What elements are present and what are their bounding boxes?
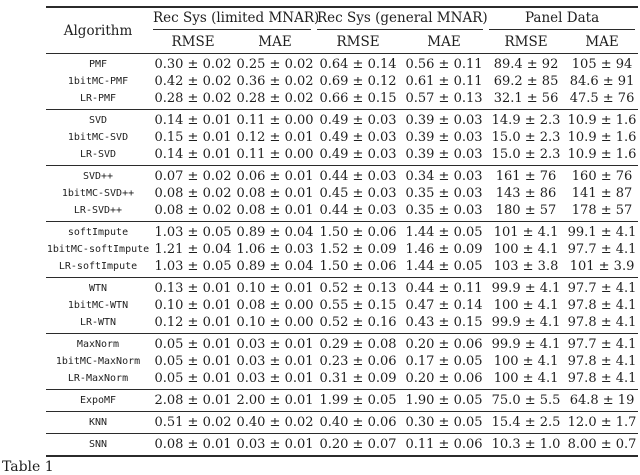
metric-value: 100 ± 4.1 xyxy=(493,242,559,257)
metric-value: 14.9 ± 2.3 xyxy=(491,113,561,128)
metric-value: 15.0 ± 2.3 xyxy=(491,147,561,162)
table-row xyxy=(46,297,638,314)
metric-value: 15.0 ± 2.3 xyxy=(491,130,561,145)
col-group-recsys-general-mnar xyxy=(314,7,486,30)
metric-value: 0.07 ± 0.02 xyxy=(154,169,232,184)
metric-value: 0.08 ± 0.01 xyxy=(236,186,314,201)
metric-value: 0.14 ± 0.01 xyxy=(154,113,232,128)
metric-value: 0.10 ± 0.01 xyxy=(154,298,232,313)
metric-value: 10.9 ± 1.6 xyxy=(567,147,637,162)
metric-value: 1.03 ± 0.05 xyxy=(154,259,232,274)
metric-header-0: RMSE xyxy=(171,33,215,50)
metric-value: 0.11 ± 0.00 xyxy=(236,147,314,162)
metric-value: 0.47 ± 0.14 xyxy=(405,298,483,313)
metric-value: 0.39 ± 0.03 xyxy=(405,113,483,128)
metric-value: 32.1 ± 56 xyxy=(493,91,559,106)
col-group-panel-data-label: Panel Data xyxy=(489,10,635,30)
metric-value: 0.69 ± 0.12 xyxy=(319,74,397,89)
metric-value: 101 ± 4.1 xyxy=(493,225,559,240)
metric-value: 0.08 ± 0.00 xyxy=(236,298,314,313)
metric-value: 1.52 ± 0.09 xyxy=(319,242,397,257)
row-group-2 xyxy=(46,166,638,222)
metric-value: 1.99 ± 0.05 xyxy=(319,393,397,408)
metric-value: 69.2 ± 85 xyxy=(493,74,559,89)
metric-value: 0.42 ± 0.02 xyxy=(154,74,232,89)
table-row xyxy=(46,73,638,90)
col-group-recsys-limited-mnar-label: Rec Sys (limited MNAR) xyxy=(153,10,311,30)
metric-value: 0.36 ± 0.02 xyxy=(236,74,314,89)
metric-value: 8.00 ± 0.7 xyxy=(567,437,637,452)
algorithm-name: LR-MaxNorm xyxy=(67,373,129,384)
metric-value: 0.49 ± 0.03 xyxy=(319,147,397,162)
metric-value: 97.7 ± 4.1 xyxy=(567,242,637,257)
table-row xyxy=(46,202,638,222)
algorithm-name: KNN xyxy=(88,417,108,428)
table-row xyxy=(46,110,638,130)
metric-value: 0.11 ± 0.06 xyxy=(405,437,483,452)
metric-value: 103 ± 3.8 xyxy=(493,259,559,274)
algorithm-name: MaxNorm xyxy=(76,339,120,350)
metric-value: 0.20 ± 0.07 xyxy=(319,437,397,452)
metric-header-5: MAE xyxy=(585,33,619,50)
metric-value: 0.35 ± 0.03 xyxy=(405,186,483,201)
algorithm-name: LR-WTN xyxy=(79,317,117,328)
metric-value: 1.06 ± 0.03 xyxy=(236,242,314,257)
table-row xyxy=(46,314,638,334)
metric-value: 0.23 ± 0.06 xyxy=(319,354,397,369)
metric-value: 101 ± 3.9 xyxy=(569,259,635,274)
metric-value: 0.45 ± 0.03 xyxy=(319,186,397,201)
metric-value: 97.7 ± 4.1 xyxy=(567,281,637,296)
metric-value: 0.17 ± 0.05 xyxy=(405,354,483,369)
metric-value: 97.8 ± 4.1 xyxy=(567,371,637,386)
metric-value: 0.30 ± 0.02 xyxy=(154,57,232,72)
metric-value: 0.55 ± 0.15 xyxy=(319,298,397,313)
table-row xyxy=(46,390,638,412)
row-group-1 xyxy=(46,110,638,166)
table-row xyxy=(46,334,638,354)
metric-value: 0.03 ± 0.01 xyxy=(236,371,314,386)
table-row xyxy=(46,90,638,110)
metric-value: 0.28 ± 0.02 xyxy=(154,91,232,106)
row-group-4 xyxy=(46,278,638,334)
metric-value: 99.9 ± 4.1 xyxy=(491,281,561,296)
table-row xyxy=(46,434,638,457)
metric-value: 0.15 ± 0.01 xyxy=(154,130,232,145)
algorithm-name: 1bitMC-WTN xyxy=(67,300,129,311)
metric-value: 99.9 ± 4.1 xyxy=(491,315,561,330)
metric-value: 100 ± 4.1 xyxy=(493,354,559,369)
metric-value: 0.12 ± 0.01 xyxy=(154,315,232,330)
metric-value: 0.44 ± 0.03 xyxy=(319,169,397,184)
algorithm-name: SNN xyxy=(88,439,108,450)
metric-value: 0.49 ± 0.03 xyxy=(319,113,397,128)
metric-value: 1.90 ± 0.05 xyxy=(405,393,483,408)
metric-value: 105 ± 94 xyxy=(571,57,633,72)
table-row xyxy=(46,412,638,434)
metric-value: 1.21 ± 0.04 xyxy=(154,242,232,257)
metric-value: 99.9 ± 4.1 xyxy=(491,337,561,352)
col-group-recsys-limited-mnar xyxy=(150,7,320,30)
col-group-panel-data xyxy=(486,7,638,30)
metric-value: 97.7 ± 4.1 xyxy=(567,337,637,352)
row-group-5 xyxy=(46,334,638,390)
metric-value: 89.4 ± 92 xyxy=(493,57,559,72)
metric-value: 0.56 ± 0.11 xyxy=(405,57,483,72)
algorithm-name: softImpute xyxy=(67,227,129,238)
metric-value: 0.05 ± 0.01 xyxy=(154,354,232,369)
metric-value: 1.50 ± 0.06 xyxy=(319,225,397,240)
metric-value: 0.64 ± 0.14 xyxy=(319,57,397,72)
metric-value: 1.50 ± 0.06 xyxy=(319,259,397,274)
metric-value: 0.35 ± 0.03 xyxy=(405,203,483,218)
metric-value: 0.40 ± 0.02 xyxy=(236,415,314,430)
algorithm-name: PMF xyxy=(88,59,108,70)
table-caption-fragment: Table 1 xyxy=(2,459,54,475)
metric-header-4: RMSE xyxy=(504,33,548,50)
table-row xyxy=(46,54,638,74)
metric-value: 0.03 ± 0.01 xyxy=(236,437,314,452)
results-table xyxy=(46,6,638,457)
metric-value: 0.57 ± 0.13 xyxy=(405,91,483,106)
metric-value: 0.10 ± 0.00 xyxy=(236,315,314,330)
metric-value: 10.9 ± 1.6 xyxy=(567,130,637,145)
metric-value: 0.25 ± 0.02 xyxy=(236,57,314,72)
metric-value: 0.40 ± 0.06 xyxy=(319,415,397,430)
metric-value: 10.3 ± 1.0 xyxy=(491,437,561,452)
metric-value: 0.39 ± 0.03 xyxy=(405,130,483,145)
metric-value: 1.44 ± 0.05 xyxy=(405,225,483,240)
algorithm-name: LR-PMF xyxy=(79,93,117,104)
algorithm-name: 1bitMC-MaxNorm xyxy=(55,356,141,367)
metric-value: 0.10 ± 0.01 xyxy=(236,281,314,296)
metric-value: 97.8 ± 4.1 xyxy=(567,315,637,330)
row-group-6 xyxy=(46,390,638,412)
metric-value: 0.03 ± 0.01 xyxy=(236,337,314,352)
metric-value: 100 ± 4.1 xyxy=(493,371,559,386)
algorithm-name: LR-SVD xyxy=(79,149,117,160)
metric-value: 10.9 ± 1.6 xyxy=(567,113,637,128)
metric-value: 0.66 ± 0.15 xyxy=(319,91,397,106)
metric-value: 99.1 ± 4.1 xyxy=(567,225,637,240)
row-group-7 xyxy=(46,412,638,434)
metric-value: 0.08 ± 0.02 xyxy=(154,186,232,201)
metric-value: 0.20 ± 0.06 xyxy=(405,337,483,352)
metric-value: 0.89 ± 0.04 xyxy=(236,259,314,274)
algorithm-name: WTN xyxy=(88,283,108,294)
metric-value: 0.44 ± 0.03 xyxy=(319,203,397,218)
metric-value: 0.28 ± 0.02 xyxy=(236,91,314,106)
metric-value: 0.51 ± 0.02 xyxy=(154,415,232,430)
metric-header-2: RMSE xyxy=(336,33,380,50)
row-group-8 xyxy=(46,434,638,457)
table-row xyxy=(46,353,638,370)
metric-value: 75.0 ± 5.5 xyxy=(491,393,561,408)
metric-value: 161 ± 76 xyxy=(495,169,557,184)
metric-header-3: MAE xyxy=(427,33,461,50)
metric-value: 0.08 ± 0.01 xyxy=(236,203,314,218)
metric-value: 0.13 ± 0.01 xyxy=(154,281,232,296)
metric-value: 178 ± 57 xyxy=(571,203,633,218)
table-row xyxy=(46,166,638,186)
metric-value: 97.8 ± 4.1 xyxy=(567,298,637,313)
metric-value: 0.89 ± 0.04 xyxy=(236,225,314,240)
metric-value: 0.14 ± 0.01 xyxy=(154,147,232,162)
metric-value: 0.08 ± 0.01 xyxy=(154,437,232,452)
metric-value: 180 ± 57 xyxy=(495,203,557,218)
metric-value: 143 ± 86 xyxy=(495,186,557,201)
metric-value: 0.08 ± 0.02 xyxy=(154,203,232,218)
metric-value: 0.11 ± 0.00 xyxy=(236,113,314,128)
metric-value: 2.08 ± 0.01 xyxy=(154,393,232,408)
metric-value: 1.46 ± 0.09 xyxy=(405,242,483,257)
table-row xyxy=(46,241,638,258)
metric-value: 0.31 ± 0.09 xyxy=(319,371,397,386)
algorithm-name: 1bitMC-PMF xyxy=(67,76,129,87)
metric-value: 84.6 ± 91 xyxy=(569,74,635,89)
metric-value: 0.52 ± 0.16 xyxy=(319,315,397,330)
metric-value: 0.39 ± 0.03 xyxy=(405,147,483,162)
table-row xyxy=(46,278,638,298)
col-group-recsys-general-mnar-label: Rec Sys (general MNAR) xyxy=(317,10,483,30)
metric-value: 15.4 ± 2.5 xyxy=(491,415,561,430)
metric-value: 0.03 ± 0.01 xyxy=(236,354,314,369)
metric-value: 1.44 ± 0.05 xyxy=(405,259,483,274)
algorithm-name: SVD xyxy=(88,115,108,126)
table-header xyxy=(46,7,638,54)
table-row xyxy=(46,185,638,202)
metric-value: 100 ± 4.1 xyxy=(493,298,559,313)
table-row xyxy=(46,129,638,146)
algorithm-name: LR-SVD++ xyxy=(73,205,123,216)
metric-value: 0.44 ± 0.11 xyxy=(405,281,483,296)
metric-value: 0.52 ± 0.13 xyxy=(319,281,397,296)
metric-value: 0.20 ± 0.06 xyxy=(405,371,483,386)
algorithm-name: SVD++ xyxy=(82,171,114,182)
algorithm-name: 1bitMC-SVD xyxy=(67,132,129,143)
metric-value: 0.34 ± 0.03 xyxy=(405,169,483,184)
metric-value: 47.5 ± 76 xyxy=(569,91,635,106)
algorithm-name: 1bitMC-SVD++ xyxy=(61,188,135,199)
algorithm-name: LR-softImpute xyxy=(58,261,138,272)
metric-value: 0.30 ± 0.05 xyxy=(405,415,483,430)
algorithm-name: ExpoMF xyxy=(79,395,117,406)
metric-value: 160 ± 76 xyxy=(571,169,633,184)
table-row xyxy=(46,222,638,242)
row-group-3 xyxy=(46,222,638,278)
metric-value: 0.49 ± 0.03 xyxy=(319,130,397,145)
metric-header-1: MAE xyxy=(258,33,292,50)
metric-value: 1.03 ± 0.05 xyxy=(154,225,232,240)
metric-value: 141 ± 87 xyxy=(571,186,633,201)
metric-value: 0.29 ± 0.08 xyxy=(319,337,397,352)
metric-value: 0.05 ± 0.01 xyxy=(154,337,232,352)
algorithm-name: 1bitMC-softImpute xyxy=(46,244,150,255)
metric-value: 0.06 ± 0.01 xyxy=(236,169,314,184)
metric-value: 0.43 ± 0.15 xyxy=(405,315,483,330)
metric-value: 2.00 ± 0.01 xyxy=(236,393,314,408)
metric-value: 0.61 ± 0.11 xyxy=(405,74,483,89)
table-row xyxy=(46,370,638,390)
metric-value: 12.0 ± 1.7 xyxy=(567,415,637,430)
metric-value: 0.05 ± 0.01 xyxy=(154,371,232,386)
metric-value: 97.8 ± 4.1 xyxy=(567,354,637,369)
metric-value: 0.12 ± 0.01 xyxy=(236,130,314,145)
col-header-algorithm: Algorithm xyxy=(63,22,133,39)
row-group-0 xyxy=(46,54,638,110)
table-row xyxy=(46,146,638,166)
metric-value: 64.8 ± 19 xyxy=(569,393,635,408)
table-row xyxy=(46,258,638,278)
